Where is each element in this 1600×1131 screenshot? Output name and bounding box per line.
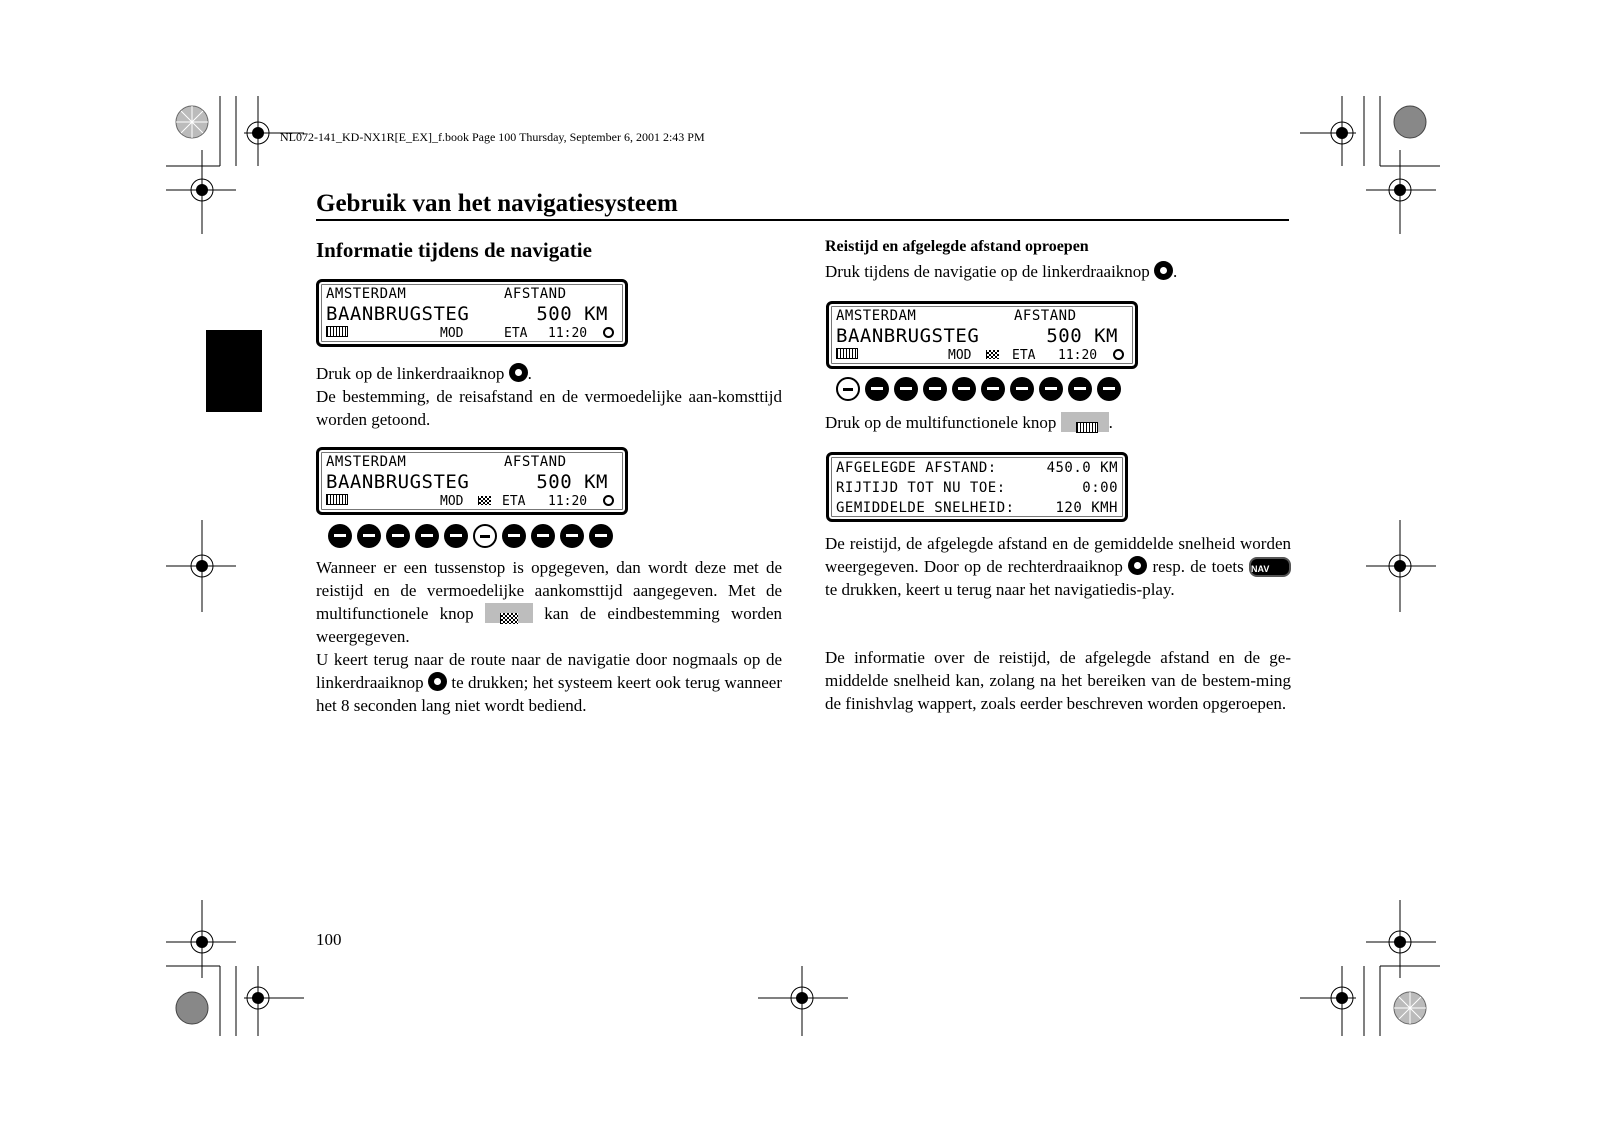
lcd-time: 11:20 [548, 326, 588, 341]
right-para-1-text: Druk tijdens de navigatie op de linkerdraaiknop [825, 262, 1150, 281]
lcd-row-1 [836, 308, 1128, 324]
lcd-street: BAANBRUGSTEG [326, 303, 470, 325]
waypoint-dot [1010, 377, 1034, 401]
lcd-time: 11:20 [1058, 348, 1098, 363]
waypoint-dot [560, 524, 584, 548]
waypoint-dot [415, 524, 439, 548]
lcd-row-3 [326, 494, 618, 509]
right-knob-icon [1128, 556, 1147, 575]
waypoint-dot [923, 377, 947, 401]
left-knob-icon [1154, 261, 1173, 280]
lcd-row-3 [836, 348, 1128, 363]
lcd-mod: MOD [440, 326, 464, 341]
page-title: Gebruik van het navigatiesysteem [316, 190, 678, 217]
waypoint-dot [589, 524, 613, 548]
lcd-dist-label: AFSTAND [504, 286, 567, 302]
lcd-row-2 [326, 303, 618, 325]
trip-info-row-1 [836, 460, 1118, 476]
lcd-dist-label: AFSTAND [1014, 308, 1077, 324]
waypoint-indicator-left [328, 524, 613, 548]
waypoint-dot [357, 524, 381, 548]
lcd-display-3 [826, 301, 1138, 369]
lcd-mod: MOD [440, 494, 464, 509]
finish-flag-icon [500, 613, 518, 624]
waypoint-dot [894, 377, 918, 401]
left-para-1-line: Druk op de linkerdraaiknop . [316, 364, 532, 383]
lcd-street: BAANBRUGSTEG [836, 325, 980, 347]
lcd-dist-value: 500 KM [536, 471, 608, 493]
lcd-dist-label: AFSTAND [504, 454, 567, 470]
lcd-city: AMSTERDAM [326, 454, 407, 470]
left-para-3-text-a: U keert terug naar de route naar de navigatie door nogmaals op de linkerdraaiknop [316, 650, 782, 692]
waypoint-indicator-right [836, 377, 1121, 401]
lcd-street: BAANBRUGSTEG [326, 471, 470, 493]
multifunction-icon [326, 326, 348, 337]
title-rule [316, 219, 1289, 221]
clock-icon [603, 327, 614, 338]
left-para-3-text-b: te drukken; het systeem keert ook terug wanneer het 8 seconden lang niet wordt bediend. [316, 673, 783, 715]
waypoint-dot [444, 524, 468, 548]
lcd-mod: MOD [948, 348, 972, 363]
waypoint-dot [386, 524, 410, 548]
lcd-dist-value: 500 KM [1046, 325, 1118, 347]
waypoint-dot [1039, 377, 1063, 401]
left-para-2-text-a: Wanneer er een tussenstop is opgegeven, dan wordt deze met de reistijd en de vermoedelijke aankomsttijd aangegeven. Met de multifunctionele knop [316, 558, 782, 623]
waypoint-dot [952, 377, 976, 401]
trip-info-value: 120 KMH [1055, 500, 1118, 516]
right-para-3-text-b: resp. de toets [1152, 557, 1244, 576]
waypoint-dot-current [473, 524, 497, 548]
left-para-2 [316, 556, 782, 648]
left-knob-icon [428, 672, 447, 691]
waypoint-dot [531, 524, 555, 548]
trip-info-row-3 [836, 500, 1118, 516]
lcd-eta: ETA [1012, 348, 1036, 363]
lcd-display-1 [316, 279, 628, 347]
trip-info-label: AFGELEGDE AFSTAND: [836, 460, 997, 476]
chapter-tab-marker [206, 330, 262, 412]
lcd-eta: ETA [504, 326, 528, 341]
trip-info-value: 450.0 KM [1046, 460, 1118, 476]
lcd-row-2 [836, 325, 1128, 347]
lcd-display-2 [316, 447, 628, 515]
subsection-heading: Reistijd en afgelegde afstand oproepen [825, 238, 1089, 255]
trip-info-row-2 [836, 480, 1118, 496]
right-para-3 [825, 532, 1291, 601]
trip-info-label: RIJTIJD TOT NU TOE: [836, 480, 1006, 496]
waypoint-dot [981, 377, 1005, 401]
page-number: 100 [316, 930, 342, 949]
trip-info-label: GEMIDDELDE SNELHEID: [836, 500, 1015, 516]
right-para-4: De informatie over de reistijd, de afgelegde afstand en de ge-middelde snelheid kan, zolang na het bereiken van de bestem-ming de finishvlag wappert, zoals eerder beschreven worden opgeroepen. [825, 648, 1291, 713]
left-para-1 [316, 362, 782, 431]
left-para-3 [316, 648, 782, 717]
multifunction-icon [836, 348, 858, 359]
lcd-city: AMSTERDAM [326, 286, 407, 302]
waypoint-dot [865, 377, 889, 401]
multifunction-icon [1076, 422, 1098, 433]
finish-flag-icon [478, 496, 491, 505]
left-knob-icon [509, 363, 528, 382]
finish-flag-icon [986, 350, 999, 359]
trip-info-value: 0:00 [1082, 480, 1118, 496]
trip-info-display [826, 452, 1128, 522]
waypoint-dot [1068, 377, 1092, 401]
section-heading: Informatie tijdens de navigatie [316, 238, 592, 262]
left-para-1-b: De bestemming, de reisafstand en de vermoedelijke aan-komsttijd worden getoond. [316, 387, 782, 429]
waypoint-dot [328, 524, 352, 548]
lcd-row-1 [326, 454, 618, 470]
right-para-1: Druk tijdens de navigatie op de linkerdraaiknop . [825, 262, 1178, 281]
left-para-1-text: Druk op de linkerdraaiknop [316, 364, 505, 383]
multifunction-button [1061, 412, 1109, 432]
lcd-row-1 [326, 286, 618, 302]
clock-icon [1113, 349, 1124, 360]
lcd-row-3 [326, 326, 618, 341]
lcd-dist-value: 500 KM [536, 303, 608, 325]
lcd-city: AMSTERDAM [836, 308, 917, 324]
waypoint-dot-current [836, 377, 860, 401]
lcd-eta: ETA [502, 494, 526, 509]
right-para-3-text-c: te drukken, keert u terug naar het navigatiedis-play. [825, 580, 1175, 599]
lcd-time: 11:20 [548, 494, 588, 509]
right-para-3-text-a: De reistijd, de afgelegde afstand en de gemiddelde snelheid worden weergegeven. Door op de rechterdraaiknop [825, 534, 1291, 576]
waypoint-dot [1097, 377, 1121, 401]
lcd-row-2 [326, 471, 618, 493]
multifunction-icon [326, 494, 348, 505]
clock-icon [603, 495, 614, 506]
print-header-line: NL072-141_KD-NX1R[E_EX]_f.book Page 100 Thursday, September 6, 2001 2:43 PM [280, 130, 705, 144]
right-para-2-text: Druk op de multifunctionele knop [825, 413, 1057, 432]
waypoint-dot [502, 524, 526, 548]
nav-button: NAV [1249, 557, 1291, 577]
multifunction-button-flag [485, 603, 533, 623]
left-para-2-text-b: kan de eindbestemming worden weergegeven. [316, 604, 782, 646]
right-para-2: Druk op de multifunctionele knop . [825, 413, 1113, 432]
